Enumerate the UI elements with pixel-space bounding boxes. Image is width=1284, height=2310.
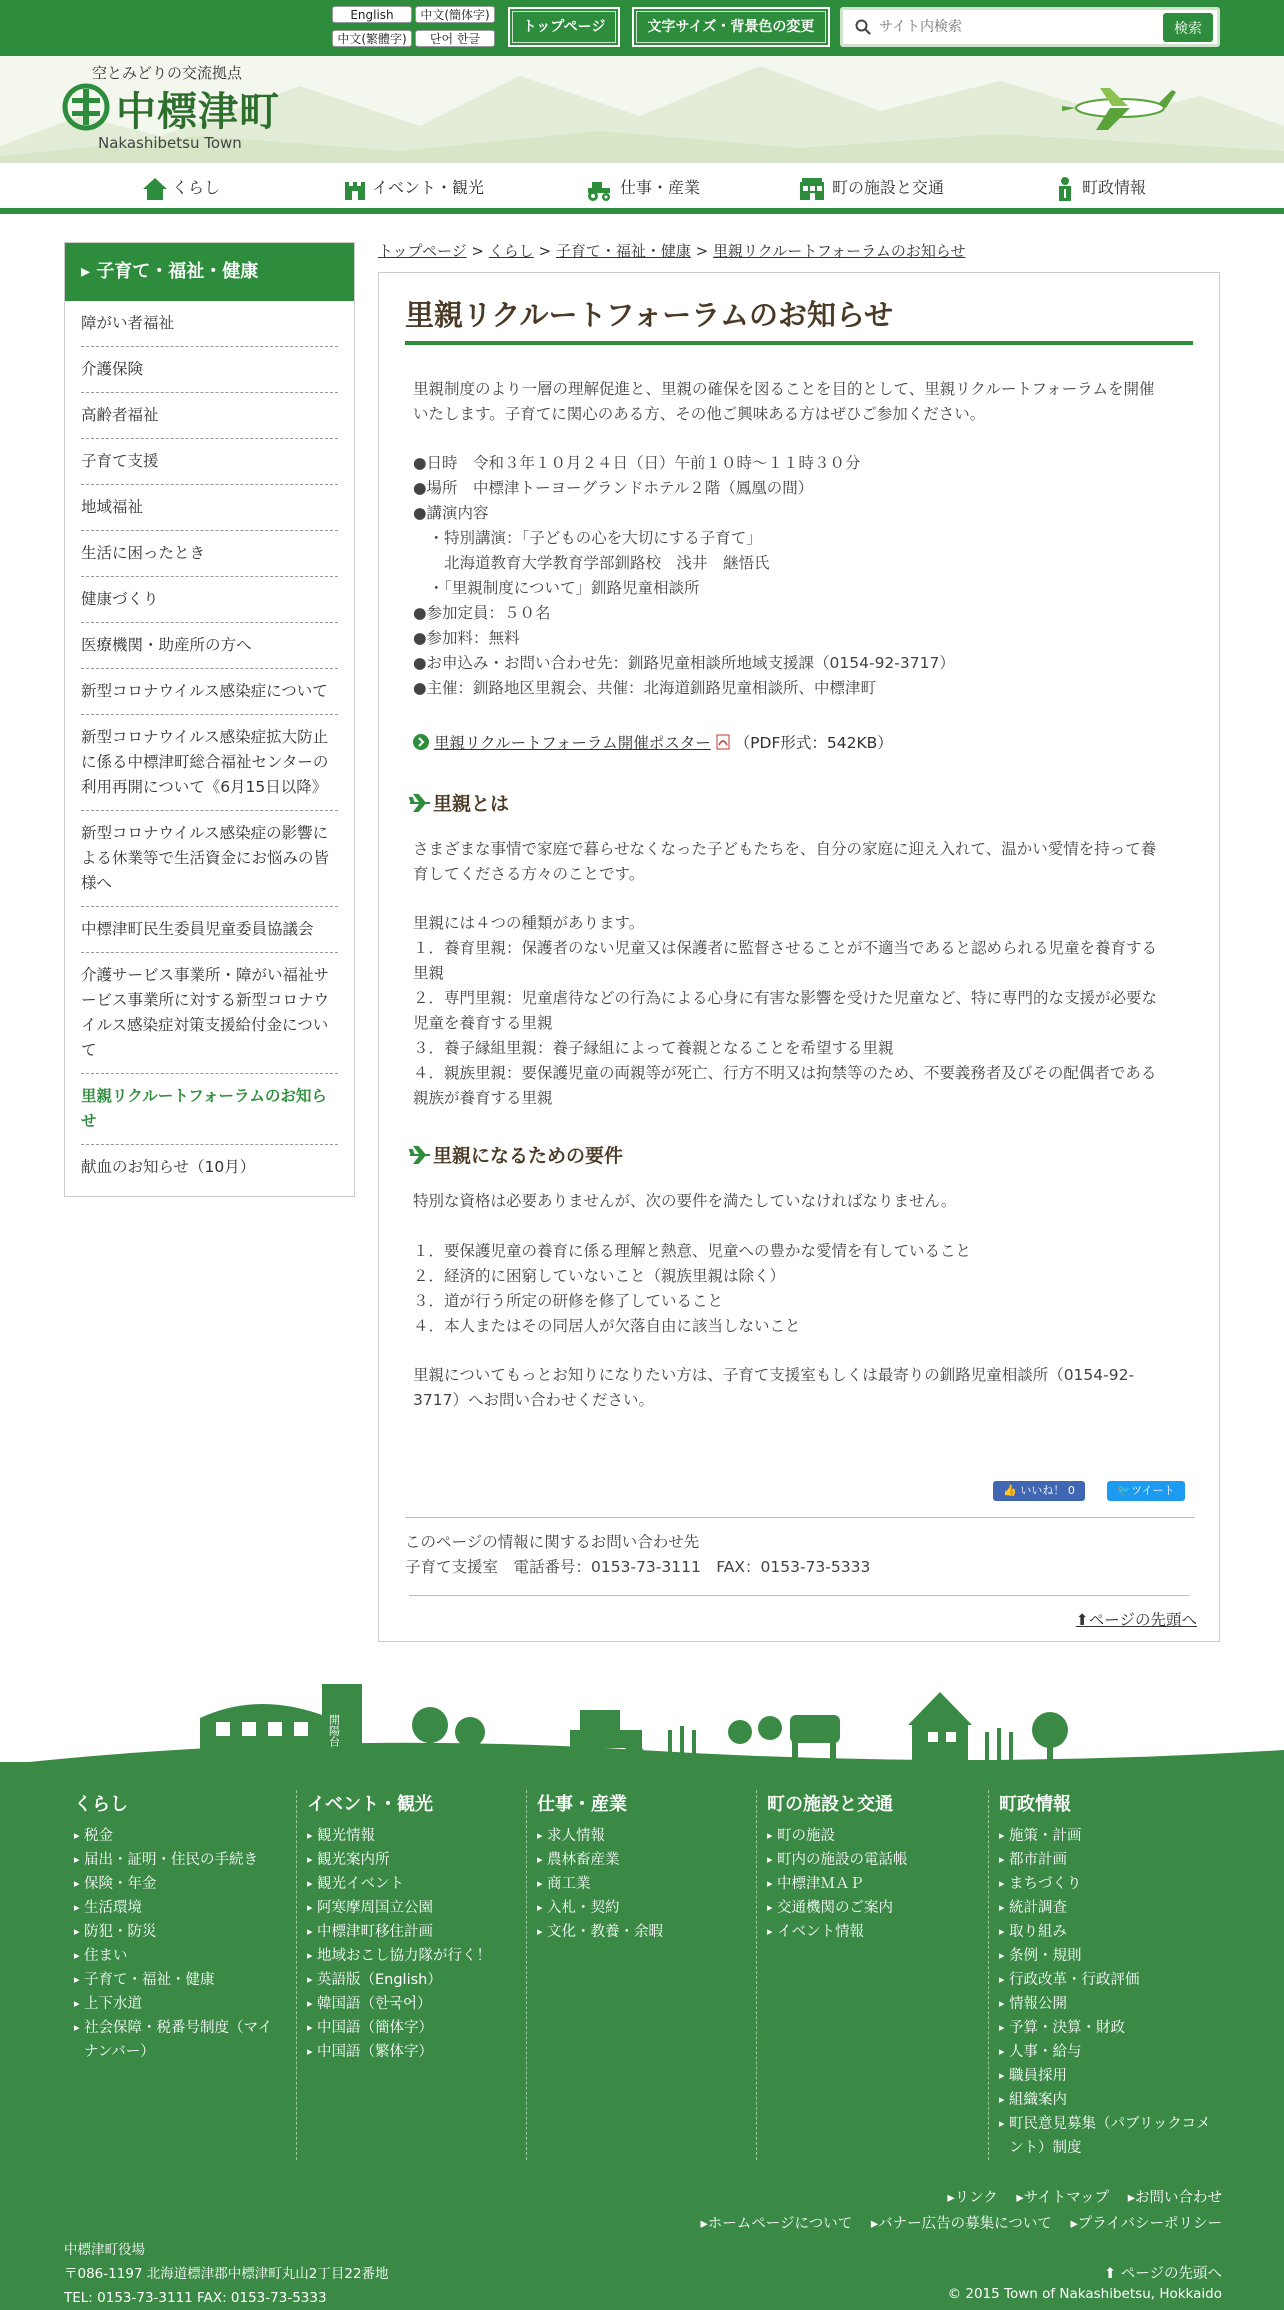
breadcrumb-separator: > (533, 242, 556, 260)
top-bar (0, 0, 1284, 56)
footer-column-title[interactable]: くらし (74, 1794, 128, 1815)
sidebar-item[interactable]: 中標津町民生委員児童委員協議会 (81, 907, 338, 953)
page-title: 里親リクルートフォーラムのお知らせ (405, 293, 1193, 345)
footer-link[interactable]: ▸ まちづくり (999, 1872, 1216, 1896)
tractor-icon (582, 176, 616, 202)
town-emblem-icon[interactable] (62, 83, 110, 131)
footer-link[interactable]: ▸ 施策・計画 (999, 1824, 1216, 1848)
building-icon (796, 176, 828, 202)
lang-chinese-traditional-button[interactable]: 中文(繁體字) (332, 30, 412, 47)
footer-column-work (526, 1790, 742, 2160)
footer-link[interactable]: ▸ 組織案内 (999, 2088, 1216, 2112)
divider (409, 1595, 1189, 1596)
footer-link[interactable]: ▸ 中国語（簡体字） (307, 2016, 512, 2040)
footer-link[interactable]: ▸ 町民意見募集（パブリックコメント）制度 (999, 2112, 1216, 2160)
contact-box (405, 1517, 1195, 1580)
sidebar-item[interactable]: 生活に困ったとき (81, 531, 338, 577)
section2-intro: 特別な資格は必要ありませんが、次の要件を満たしていなければなりません。 (413, 1192, 957, 1210)
thumbs-up-icon: 👍 (1003, 1484, 1017, 1497)
footer-column-title[interactable]: 町政情報 (999, 1794, 1071, 1815)
footer-utility-link[interactable]: ▸サイトマップ (1016, 2190, 1110, 2206)
breadcrumb-link[interactable]: 子育て・福祉・健康 (555, 242, 691, 260)
footer-link[interactable]: ▸ 統計調査 (999, 1896, 1216, 1920)
sidebar-item[interactable]: 介護保険 (81, 347, 338, 393)
search-box (840, 7, 1220, 47)
footer-link[interactable]: ▸ 条例・規則 (999, 1944, 1216, 1968)
footer-link[interactable]: ▸ 人事・給与 (999, 2040, 1216, 2064)
footer-town-illustration (0, 1670, 1284, 1770)
footer-column-title[interactable]: 仕事・産業 (537, 1794, 627, 1815)
section1-paragraph2: 里親には４つの種類があります。 １．養育里親：保護者のない児童又は保護者に監督させることが不適当であると認められる児童を養育する 里親 ２．専門里親：児童虐待などの行為による心身に有害な影響を受けた児童など、特に専門的な支援が必要な 児童を養育する里親 ３．養子縁組里親：養子縁組によって養親となることを希望する里親 ４．親族里親：要保護児童の両親等が死亡、行方不明又は拘禁等のため、不要義務者及びその配偶者である 親族が養育する里親 (413, 914, 1158, 1107)
footer-link[interactable]: ▸ 情報公開 (999, 1992, 1216, 2016)
footer-column-title[interactable]: イベント・観光 (307, 1794, 433, 1815)
footer-link[interactable]: ▸ 地域おこし協力隊が行く！ (307, 1944, 512, 1968)
office-address: 〒086-1197 北海道標津郡中標津町丸山2丁目22番地 (64, 2266, 389, 2282)
sidebar-item[interactable]: 子育て支援 (81, 439, 338, 485)
footer-link[interactable]: ▸ 予算・決算・財政 (999, 2016, 1216, 2040)
sidebar (64, 242, 355, 1197)
sidebar-item[interactable]: 新型コロナウイルス感染症拡大防止に係る中標津町総合福祉センターの利用再開について《6月15日以降》 (81, 715, 338, 811)
section2-list: １．要保護児童の養育に係る理解と熱意、児童への豊かな愛情を有していること ２．経済的に困窮していないこと（親族里親は除く） ３．道が行う所定の研修を修了していること ４．本人またはその同居人が欠落自由に該当しないこと (413, 1242, 972, 1335)
footer-link[interactable]: ▸ 住まい (74, 1944, 280, 1968)
sidebar-item[interactable]: 地域福祉 (81, 485, 338, 531)
sidebar-item-current[interactable]: 里親リクルートフォーラムのお知らせ (81, 1074, 338, 1145)
event-details: ●日時 令和３年１０月２４日（日）午前１０時～１１時３０分 ●場所 中標津トーヨーグランドホテル２階（鳳凰の間） ●講演内容 ・特別講演：「子どもの心を大切にする子育て」 北海道教育大学教育学部釧路校 浅井 継悟氏 ・「里親制度について」釧路児童相談所 ●参加定員：５０名 ●参加料：無料 ●お申込み・お問い合わせ先：釧路児童相談所地域支援課（0154-92-3717） ●主催：釧路地区里親会、共催：北海道釧路児童相談所、中標津町 (413, 454, 955, 697)
contact-heading: このページの情報に関するお問い合わせ先 (405, 1533, 700, 1551)
footer-link[interactable]: ▸ 生活環境 (74, 1896, 280, 1920)
search-button[interactable]: 検索 (1163, 13, 1213, 42)
footer-column-title[interactable]: 町の施設と交通 (767, 1794, 893, 1815)
footer-link[interactable]: ▸ 観光イベント (307, 1872, 512, 1896)
airplane-icon (1060, 78, 1180, 138)
poster-file-info: （PDF形式：542KB） (734, 734, 893, 752)
footer-address (64, 2238, 389, 2310)
nav-events[interactable]: イベント・観光 (342, 173, 484, 203)
lang-chinese-simplified-button[interactable]: 中文(簡体字) (415, 6, 495, 23)
footer-link[interactable]: ▸ 都市計画 (999, 1848, 1216, 1872)
footer-page-top-link[interactable]: ⬆ ページの先頭へ (1104, 2266, 1222, 2282)
lang-english-button[interactable]: English (332, 6, 412, 23)
facebook-like-button[interactable]: 👍 いいね！ 0 (993, 1481, 1085, 1501)
page-top-link[interactable]: ⬆ページの先頭へ (1075, 1611, 1197, 1629)
copyright: © 2015 Town of Nakashibetsu, Hokkaido (947, 2286, 1222, 2302)
footer-link[interactable]: ▸ 町内の施設の電話帳 (767, 1848, 972, 1872)
arrow-up-icon: ⬆ (1075, 1611, 1089, 1629)
footer-utility-links (933, 2186, 1222, 2207)
lang-korean-button[interactable]: 단어 한글 (415, 30, 495, 47)
footer-link[interactable]: ▸ 取り組み (999, 1920, 1216, 1944)
footer-policy-link[interactable]: ▸ホームページについて (700, 2216, 853, 2232)
footer-link[interactable]: ▸ 防犯・防災 (74, 1920, 280, 1944)
footer-column-events (296, 1790, 512, 2160)
main-content (378, 272, 1220, 1642)
footer-link[interactable]: ▸ 交通機関のご案内 (767, 1896, 972, 1920)
footer-link[interactable]: ▸ 商工業 (537, 1872, 742, 1896)
nav-government[interactable]: 町政情報 (1052, 173, 1146, 203)
house-icon (142, 176, 168, 202)
breadcrumb-link[interactable]: くらし (488, 242, 534, 260)
breadcrumb-separator: > (690, 242, 714, 260)
sidebar-item[interactable]: 献血のお知らせ（10月） (81, 1158, 256, 1176)
footer-link[interactable]: ▸ 入札・契約 (537, 1896, 742, 1920)
site-footer (0, 1762, 1284, 2310)
breadcrumb (378, 240, 965, 261)
sidebar-heading[interactable]: ▸ 子育て・福祉・健康 (65, 243, 354, 301)
global-nav (0, 162, 1284, 214)
nav-facilities[interactable]: 町の施設と交通 (796, 173, 944, 203)
office-phone: TEL: 0153-73-3111 FAX: 0153-73-5333 (64, 2290, 327, 2306)
sidebar-list (65, 301, 354, 1196)
footer-link[interactable]: ▸ 観光案内所 (307, 1848, 512, 1872)
footer-column-kurashi (64, 1790, 280, 2160)
twitter-bird-icon: 🐦 (1117, 1484, 1132, 1497)
intro-paragraph: 里親制度のより一層の理解促進と、里親の確保を図ることを目的として、里親リクルートフォーラムを開催 いたします。子育てに関心のある方、その他ご興味ある方はぜひご参加ください。 (413, 380, 1155, 423)
outro-paragraph: 里親についてもっとお知りになりたい方は、子育て支援室もしくは最寄りの釧路児童相談所（0154-92- 3717）へお問い合わせください。 (413, 1366, 1135, 1409)
footer-column-facilities (756, 1790, 972, 2160)
search-icon (855, 19, 871, 35)
footer-link[interactable]: ▸ 中標津ＭＡＰ (767, 1872, 972, 1896)
nav-work[interactable]: 仕事・産業 (582, 173, 700, 203)
nav-kurashi[interactable]: くらし (142, 173, 220, 203)
footer-utility-link[interactable]: ▸お問い合わせ (1127, 2190, 1222, 2206)
footer-utility-link[interactable]: ▸リンク (947, 2190, 998, 2206)
sidebar-item[interactable]: 新型コロナウイルス感染症について (81, 669, 338, 715)
castle-icon (342, 176, 368, 202)
footer-link[interactable]: ▸ 上下水道 (74, 1992, 280, 2016)
footer-link[interactable]: ▸ 行政改革・行政評価 (999, 1968, 1216, 1992)
poster-pdf-link[interactable]: 里親リクルートフォーラム開催ポスター (433, 734, 711, 752)
illus-sign-text: 開陽台 (327, 1714, 341, 1747)
footer-link[interactable]: ▸ 文化・教養・余暇 (537, 1920, 742, 1944)
site-header (0, 56, 1284, 162)
tweet-button[interactable]: 🐦ツイート (1107, 1481, 1185, 1501)
font-size-button[interactable]: 文字サイズ・背景色の変更 (632, 7, 830, 47)
footer-link[interactable]: ▸ 届出・証明・住民の手続き (74, 1848, 280, 1872)
footer-link[interactable]: ▸ 求人情報 (537, 1824, 742, 1848)
contact-info: 子育て支援室 電話番号：0153-73-3111 FAX：0153-73-5333 (405, 1558, 871, 1576)
footer-link[interactable]: ▸ 韓国語（한국어） (307, 1992, 512, 2016)
sidebar-item[interactable]: 新型コロナウイルス感染症の影響による休業等で生活資金にお悩みの皆様へ (81, 811, 338, 907)
footer-link[interactable]: ▸ 農林畜産業 (537, 1848, 742, 1872)
sidebar-item[interactable]: 高齢者福祉 (81, 393, 338, 439)
breadcrumb-current[interactable]: 里親リクルートフォーラムのお知らせ (713, 242, 966, 260)
airplane-icon (409, 1146, 431, 1164)
footer-link[interactable]: ▸ 職員採用 (999, 2064, 1216, 2088)
footer-link[interactable]: ▸ 子育て・福祉・健康 (74, 1968, 280, 1992)
footer-link[interactable]: ▸ 阿寒摩周国立公園 (307, 1896, 512, 1920)
tagline: 空とみどりの交流拠点 (92, 64, 243, 82)
site-logo-subtitle: Nakashibetsu Town (98, 134, 242, 152)
footer-link[interactable]: ▸ 社会保障・税番号制度（マイナンバー） (74, 2016, 280, 2064)
office-name: 中標津町役場 (64, 2242, 145, 2258)
footer-link[interactable]: ▸ 中標津町移住計画 (307, 1920, 512, 1944)
footer-policy-link[interactable]: ▸バナー広告の募集について (870, 2216, 1052, 2232)
search-input[interactable] (879, 15, 1119, 39)
airplane-icon (409, 794, 431, 812)
footer-column-government (988, 1790, 1216, 2160)
sidebar-item[interactable]: 介護サービス事業所・障がい福祉サービス事業所に対する新型コロナウイルス感染症対策支援給付金について (81, 953, 338, 1074)
footer-link[interactable]: ▸ 観光情報 (307, 1824, 512, 1848)
footer-link[interactable]: ▸ 町の施設 (767, 1824, 972, 1848)
pdf-icon (716, 734, 730, 750)
arrow-up-icon: ⬆ (1104, 2266, 1117, 2282)
arrow-circle-icon (413, 734, 429, 750)
footer-link[interactable]: ▸ 保険・年金 (74, 1872, 280, 1896)
section-heading-requirements: 里親になるための要件 (409, 1141, 623, 1168)
info-person-icon (1052, 176, 1078, 202)
footer-link[interactable]: ▸ イベント情報 (767, 1920, 972, 1944)
section1-paragraph1: さまざまな事情で家庭で暮らせなくなった子どもたちを、自分の家庭に迎え入れて、温かい愛情を持って養 育してくださる方々のことです。 (413, 840, 1157, 883)
sidebar-item[interactable]: 障がい者福祉 (81, 301, 338, 347)
footer-link[interactable]: ▸ 税金 (74, 1824, 280, 1848)
footer-policy-links (687, 2212, 1222, 2233)
sidebar-item[interactable]: 健康づくり (81, 577, 338, 623)
poster-link-row (413, 731, 893, 753)
footer-policy-link[interactable]: ▸プライバシーポリシー (1070, 2216, 1222, 2232)
section-heading-satooya: 里親とは (409, 789, 509, 816)
footer-link[interactable]: ▸ 英語版（English） (307, 1968, 512, 1992)
sidebar-item[interactable]: 医療機関・助産所の方へ (81, 623, 338, 669)
footer-link[interactable]: ▸ 中国語（繁体字） (307, 2040, 512, 2064)
breadcrumb-link[interactable]: トップページ (378, 242, 467, 260)
breadcrumb-separator: > (466, 242, 489, 260)
site-logo-text[interactable]: 中標津町 (116, 89, 280, 135)
top-page-button[interactable]: トップページ (508, 7, 620, 47)
